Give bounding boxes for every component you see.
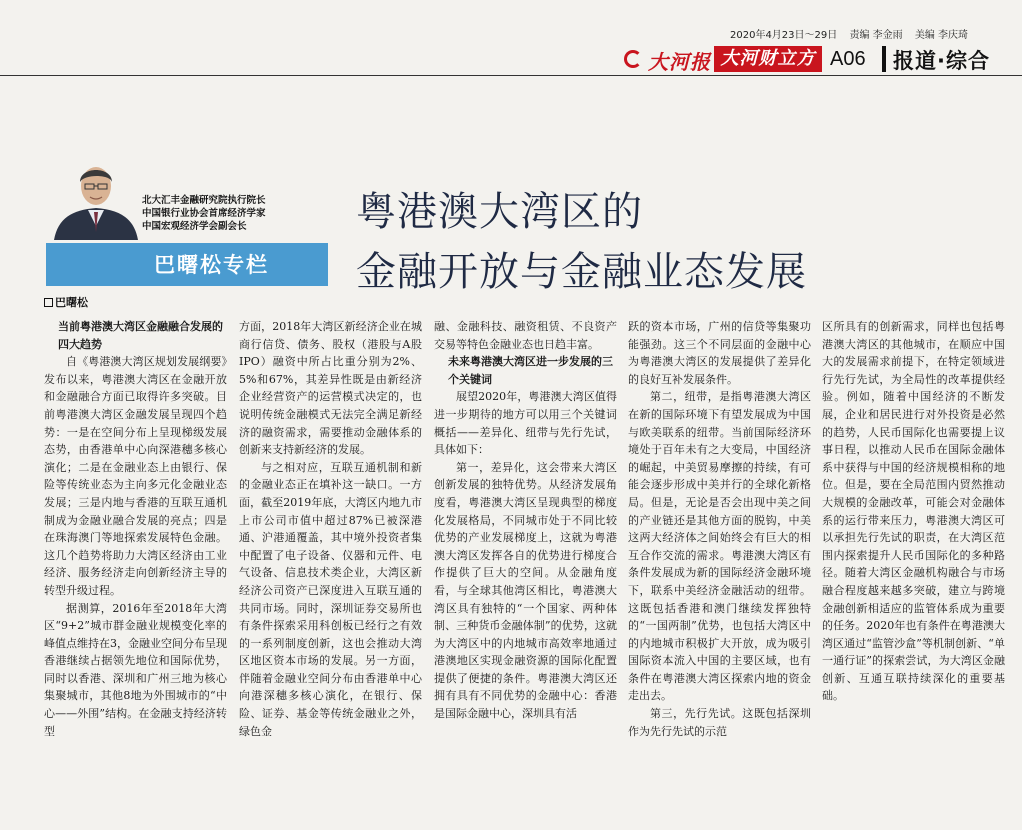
credential-line: 北大汇丰金融研究院执行院长: [142, 195, 266, 206]
paragraph: 跃的资本市场，广州的信贷等集聚功能强劲。这三个不同层面的金融中心为粤港澳大湾区的发展提供了差异化的良好互补发展条件。: [628, 320, 811, 386]
paragraph: 区所具有的创新需求，同样也包括粤港澳大湾区的其他城市，在顺应中国大的发展需求前提下，在特定领域进行先行先试，为全局性的改革提供经验。例如，随着中国经济的不断发展，企业和居民进行对外投资是必然的趋势，人民币国际化也需要提上议事日程，以推动人民币在国际金融体系中获得与中国的经济规模相称的地位。但是，要在全局范围内贸然推动大规模的金融改革，可能会对金融体系的运行带来压力，粤港澳大湾区可以承担先行先试的职责，在大湾区范围内探索提升人民币国际化的多种路径。随着大湾区金融机构融合与市场融合程度越来越多突破，建立与跨境金融创新相适应的监管体系成为重要的任务。2020年也有条件在粤港澳大湾区通过“监管沙盒”等机制创新、“单一通行证”的探索尝试，为大湾区金融创新、互通互联持续深化的重要基础。: [822, 320, 1005, 703]
paragraph: 第三，先行先试。这既包括深圳作为先行先试的示范: [628, 707, 811, 738]
article-column-2: [239, 318, 422, 830]
author-credentials: [142, 194, 266, 233]
credential-line: 中国宏观经济学会副会长: [142, 221, 247, 232]
author-portrait: [50, 160, 142, 240]
paragraph: 第一，差异化，这会带来大湾区创新发展的独特优势。从经济发展角度看，粤港澳大湾区呈现典型的梯度化发展格局，不同城市处于不同比较优势的产业发展梯度上，这就为粤港澳大湾区发挥各自的优势进行梯度合作提供了巨大的空间。从金融角度看，与全球其他湾区相比，粤港澳大湾区具有独特的“一个国家、两种体制、三种货币金融体制”的优势，这就为大湾区中的内地城市高效率地通过港澳地区实现金融资源的国际化配置提供了便捷的条件。粤港澳大湾区还拥有具有不同优势的金融中心：香港是国际金融中心，深圳具有活: [434, 460, 617, 721]
paragraph: 自《粤港澳大湾区规划发展纲要》发布以来，粤港澳大湾区在金融开放和金融融合方面已取得许多突破。目前粤港澳大湾区金融发展呈现四个趋势：一是在空间分布上呈现梯级发展态势，由香港单中心向深港穗多核心演化；二是在金融业态上由银行、保险等传统业态为主向多元化金融业态发展；三是内地与香港的互联互通机制成为金融业融合发展的亮点；四是在珠海澳门等地探索发展特色金融。这几个趋势将助力大湾区经济由工业经济、服务经济走向创新经济主导的转型升级过程。: [44, 355, 227, 597]
logo-dahecaili: 大河财立方: [714, 46, 822, 72]
editor-credit: 责编 李金雨: [849, 30, 903, 41]
paragraph: 方面，2018年大湾区新经济企业在城商行信贷、债务、股权（港股与A股IPO）融资中所占比重分别为2%、5%和67%，其差异性既是由新经济企业经营资产的运营模式决定的，也说明传统金融模式无法完全满足新经济的融资需求，需要推动金融体系的创新来支持新经济的发展。: [239, 320, 422, 457]
byline-name: 巴曙松: [55, 296, 88, 309]
headline: [356, 182, 807, 302]
masthead: [0, 42, 1022, 76]
byline-box-icon: [44, 298, 53, 307]
paragraph: 据测算，2016年至2018年大湾区“9+2”城市群金融业规模变化率的峰值点维持在3，金融业空间分布呈现香港继续占据领先地位和国际优势，同时以香港、深圳和广州三地为核心集聚城市，其他8地为外围城市的“中心——外围”结构。在金融支持经济转型: [44, 601, 227, 738]
section-title: 报道·综合: [893, 49, 990, 73]
paragraph: 展望2020年，粤港澳大湾区值得进一步期待的地方可以用三个关键词概括——差异化、纽带与先行先试，具体如下：: [434, 390, 617, 457]
issue-date: 2020年4月23日～29日: [730, 30, 838, 41]
page-number: A06: [830, 48, 866, 70]
headline-line-1: 粤港澳大湾区的: [356, 189, 643, 235]
credential-line: 中国银行业协会首席经济学家: [142, 208, 266, 219]
article-column-4: [628, 318, 811, 830]
article-column-1: [44, 318, 227, 830]
paragraph: 第二，纽带，是指粤港澳大湾区在新的国际环境下有望发展成为中国与欧美联系的纽带。当前国际经济环境处于百年未有之大变局，中国经济的崛起，中美贸易摩擦的持续，有可能会逐步形成中美并行的全球化新格局。但是，无论是否会出现中美之间的产业链还是其他方面的脱钩，中美这两大经济体之间始终会有巨大的相互合作交流的需求。粤港澳大湾区有条件发展成为新的国际经济金融环境下，联系中美经济金融活动的纽带。这既包括香港和澳门继续发挥独特的“一国两制”优势，也包括大湾区中的内地城市积极扩大开放，成为吸引国际资本流入中国的主要区域，也有条件在粤港澳大湾区探索内地的资金走出去。: [628, 390, 811, 703]
divider: [882, 46, 886, 72]
logo-dahebao: 大河报: [648, 50, 711, 74]
paragraph: 融、金融科技、融资租赁、不良资产交易等特色金融业态也日趋丰富。: [434, 320, 617, 351]
issue-meta: [730, 26, 977, 41]
designer-credit: 美编 李庆琦: [914, 30, 969, 41]
logo-swirl-icon: [624, 50, 642, 68]
headline-line-2: 金融开放与金融业态发展: [356, 249, 807, 295]
paragraph: 与之相对应，互联互通机制和新的金融业态正在填补这一缺口。一方面，截至2019年底，大湾区内地九市上市公司市值中超过87%已被深港通、沪港通覆盖，其中境外投资者集中配置了电子设备、仪器和元件、电气设备、信息技术类企业，大湾区新经济公司资产已深度进入互联互通的共同市场。同时，深圳证券交易所也有条件探索采用科创板已经行之有效的一系列制度创新，这也会推动大湾区地区资本市场的发展。另一方面，伴随着金融业空间分布由香港单中心向港深穗多核心演化，在银行、保险、证券、基金等传统金融业之外，绿色金: [239, 460, 422, 738]
byline: [44, 294, 88, 310]
article-column-3: [434, 318, 617, 830]
header-rule: [0, 75, 1022, 76]
subheading: 未来粤港澳大湾区进一步发展的三个关键词: [448, 355, 613, 386]
article-column-5: [822, 318, 1005, 830]
column-banner: 巴曙松专栏: [46, 243, 328, 286]
subheading: 当前粤港澳大湾区金融融合发展的四大趋势: [58, 320, 223, 351]
